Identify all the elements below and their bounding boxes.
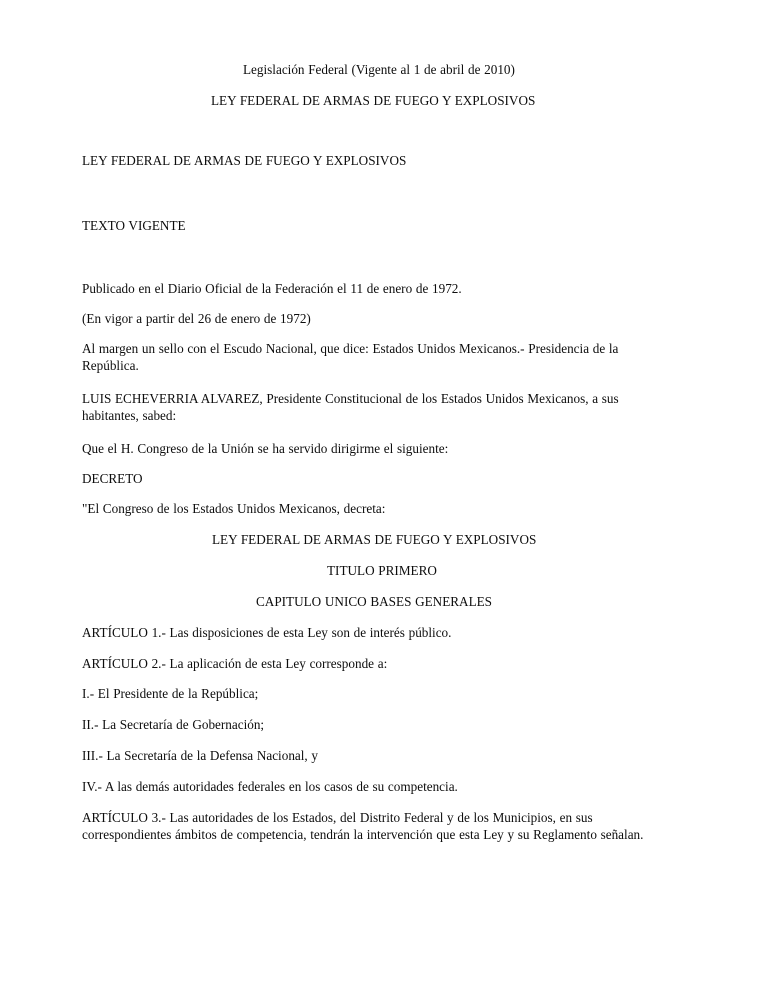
articulo-1: ARTÍCULO 1.- Las disposiciones de esta Ley son de interés público.: [82, 625, 452, 640]
header-law-title: LEY FEDERAL DE ARMAS DE FUEGO Y EXPLOSIVOS: [211, 93, 536, 108]
decree-label: DECRETO: [82, 471, 143, 486]
fraccion-iv: IV.- A las demás autoridades federales en los casos de su competencia.: [82, 779, 458, 794]
decree-law-title: LEY FEDERAL DE ARMAS DE FUEGO Y EXPLOSIVOS: [212, 532, 537, 547]
president-paragraph: LUIS ECHEVERRIA ALVAREZ, Presidente Constitucional de los Estados Unidos Mexicanos, a sus habitantes, sabed:: [82, 391, 623, 423]
seal-note-paragraph: Al margen un sello con el Escudo Nacional, que dice: Estados Unidos Mexicanos.- Presidencia de la República.: [82, 341, 623, 373]
fraccion-iii: III.- La Secretaría de la Defensa Nacional, y: [82, 748, 319, 763]
fraccion-i: I.- El Presidente de la República;: [82, 686, 259, 701]
titulo-primero-heading: TITULO PRIMERO: [327, 563, 437, 578]
fraccion-ii: II.- La Secretaría de Gobernación;: [82, 717, 265, 732]
in-force-line: (En vigor a partir del 26 de enero de 1972): [82, 311, 311, 326]
header-legislation-note: Legislación Federal (Vigente al 1 de abril de 2010): [243, 62, 515, 77]
law-title: LEY FEDERAL DE ARMAS DE FUEGO Y EXPLOSIVOS: [82, 153, 407, 168]
publication-line: Publicado en el Diario Oficial de la Federación el 11 de enero de 1972.: [82, 281, 462, 296]
status-label: TEXTO VIGENTE: [82, 218, 186, 233]
congress-line: Que el H. Congreso de la Unión se ha servido dirigirme el siguiente:: [82, 441, 449, 456]
articulo-3: ARTÍCULO 3.- Las autoridades de los Estados, del Distrito Federal y de los Municipios, en sus correspondientes ámbitos de competencia, tendrán la intervención que esta Ley y su Reglamento señalan.: [82, 810, 644, 842]
capitulo-unico-heading: CAPITULO UNICO BASES GENERALES: [256, 594, 493, 609]
articulo-2: ARTÍCULO 2.- La aplicación de esta Ley corresponde a:: [82, 656, 388, 671]
decree-quote-line: "El Congreso de los Estados Unidos Mexicanos, decreta:: [82, 501, 386, 516]
